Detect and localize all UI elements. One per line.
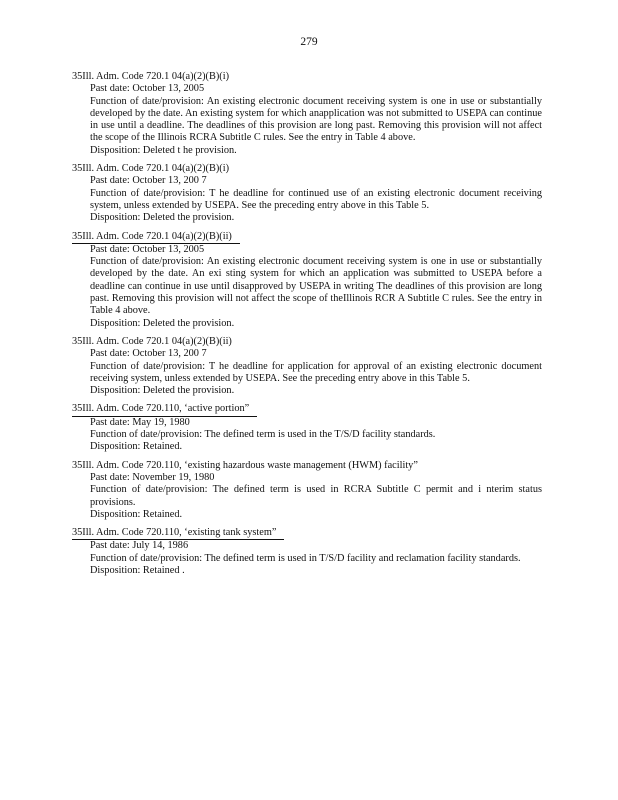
- entry-function: Function of date/provision: The defined term is used in RCRA Subtitle C permit and i nterim status provisions.: [90, 484, 542, 508]
- entry-disposition: Disposition: Retained.: [90, 441, 183, 453]
- entry-disposition: Disposition: Retained .: [90, 564, 185, 576]
- entry-citation: 35Ill. Adm. Code 720.1 04(a)(2)(B)(ii): [72, 335, 232, 347]
- entry-past-date: Past date: October 13, 200 7: [90, 175, 207, 187]
- entry-past-date: Past date: November 19, 1980: [90, 471, 215, 483]
- entry-function: Function of date/provision: T he deadline for application for approval of an existing electronic document receiving system, unless extended by USEPA. See the preceding entry above in this Table 5.: [90, 360, 542, 384]
- entry-function: Function of date/provision: T he deadline for continued use of an existing electronic document receiving system, unless extended by USEPA. See the preceding entry above in this Table 5.: [90, 187, 542, 211]
- list-item: [72, 231, 542, 330]
- entries-list: [72, 71, 542, 583]
- list-item: [72, 336, 542, 397]
- entry-citation: 35Ill. Adm. Code 720.110, ‘existing tank system”: [72, 527, 284, 540]
- page-number: 279: [300, 36, 318, 48]
- entry-past-date: Past date: October 13, 200 7: [90, 348, 207, 360]
- entry-citation: 35Ill. Adm. Code 720.110, ‘active portion”: [72, 403, 257, 416]
- entry-past-date: Past date: May 19, 1980: [90, 416, 190, 428]
- entry-citation: 35Ill. Adm. Code 720.1 04(a)(2)(B)(i): [72, 71, 229, 82]
- entry-citation: 35Ill. Adm. Code 720.110, ‘existing hazardous waste management (HWM) facility”: [72, 459, 418, 471]
- entry-disposition: Disposition: Deleted the provision.: [90, 212, 235, 224]
- entry-past-date: Past date: October 13, 2005: [90, 83, 205, 95]
- entry-function: Function of date/provision: The defined term is used in the T/S/D facility standards.: [90, 429, 436, 441]
- list-item: [72, 460, 542, 521]
- entry-disposition: Disposition: Deleted the provision.: [90, 317, 235, 329]
- entry-disposition: Disposition: Deleted the provision.: [90, 385, 235, 397]
- entry-disposition: Disposition: Retained.: [90, 508, 183, 520]
- list-item: [72, 527, 542, 577]
- entry-citation: 35Ill. Adm. Code 720.1 04(a)(2)(B)(ii): [72, 231, 240, 244]
- entry-past-date: Past date: October 13, 2005: [90, 243, 205, 255]
- entry-function: Function of date/provision: An existing electronic document receiving system is one in use or substantially developed by the date. An exi sting system for which an application was submitted to USEPA before a deadline can continue in use until disapproved by USEPA in writing The deadlines of this provision are long past. Removing this provision will not affect the scope of theIllinois RCR A Subtitle C rules. See the entry in Table 4 above.: [90, 256, 542, 317]
- entry-citation: 35Ill. Adm. Code 720.1 04(a)(2)(B)(i): [72, 163, 229, 175]
- list-item: [72, 403, 542, 453]
- list-item: [72, 71, 542, 157]
- entry-function: Function of date/provision: The defined term is used in T/S/D facility and reclamation facility standards.: [90, 552, 521, 564]
- entry-past-date: Past date: July 14, 1986: [90, 540, 189, 552]
- entry-disposition: Disposition: Deleted t he provision.: [90, 144, 237, 156]
- entry-function: Function of date/provision: An existing electronic document receiving system is one in use or substantially developed by the date. An existing system for which anapplication was not submitted to USEPA can continue in use until a deadline. The deadlines of this provision are long past. Removing this provision will not affect the scope of the Illinois RCRA Subtitle C rules. See the entry in Table 4 above.: [90, 95, 542, 144]
- list-item: [72, 163, 542, 224]
